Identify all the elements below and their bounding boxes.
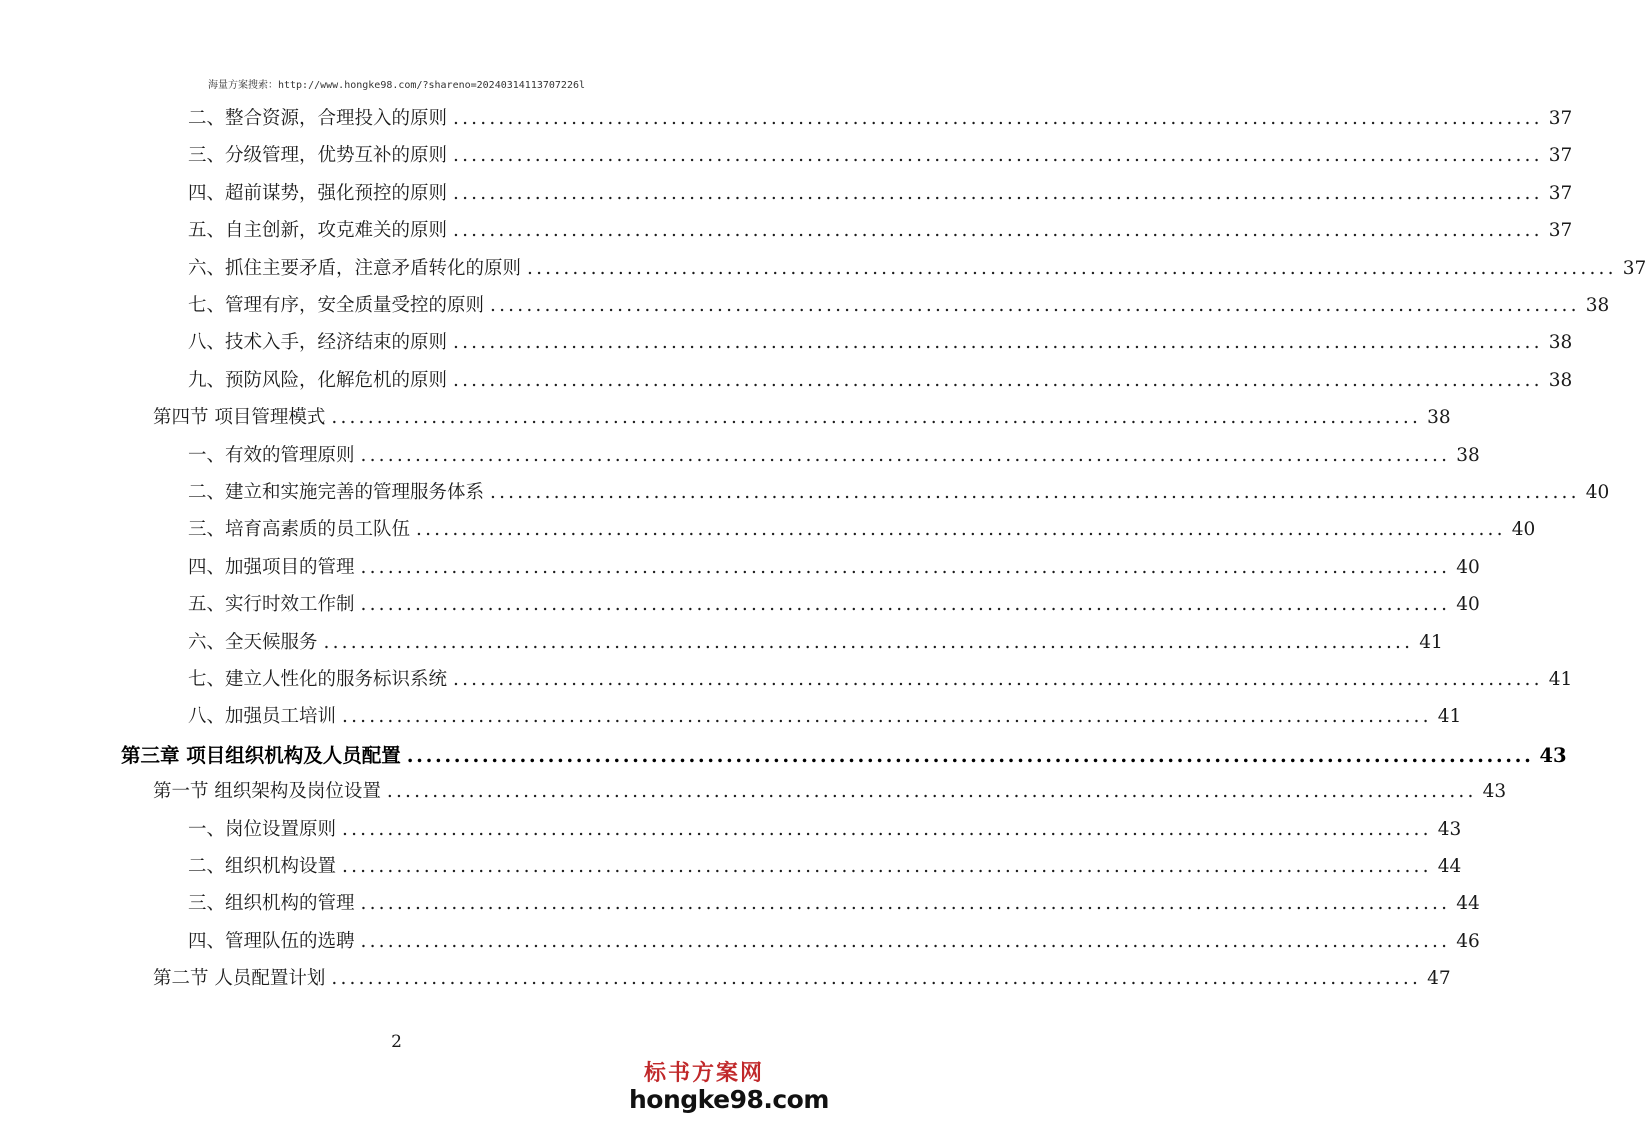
toc-page-number: 47 [1427,968,1451,990]
toc-page-number: 37 [1622,257,1646,279]
toc-entry-title: 一、有效的管理原则 [188,444,355,466]
toc-item-row[interactable] [188,291,1610,321]
toc-entry-title: 八、加强员工培训 [188,706,337,728]
toc-item-row[interactable] [188,254,1646,284]
toc-entry-title: 二、建立和实施完善的管理服务体系 [188,482,485,503]
toc-item-row[interactable] [188,927,1480,957]
toc-leader-dots: ........................................................................................................................ [453,669,1543,690]
toc-leader-dots: ........................................................................................................................ [342,856,1432,877]
toc-leader-dots: ........................................................................................................................ [453,145,1543,167]
toc-item-row[interactable] [188,815,1462,845]
toc-entry-title: 四、超前谋势，强化预控的原则 [188,182,448,204]
toc-leader-dots: ........................................................................................................................ [360,930,1451,952]
toc-item-row[interactable] [188,141,1573,171]
toc-leader-dots: ........................................................................................................................ [453,220,1543,242]
toc-entry-title: 四、加强项目的管理 [188,556,355,578]
watermark-cn-text: 标书方案网 [643,1060,764,1086]
toc-leader-dots: ........................................................................................................................ [490,482,1580,503]
toc-page-number: 38 [1548,369,1573,391]
toc-entry-title: 二、整合资源，合理投入的原则 [188,108,448,129]
toc-page-number: 41 [1437,706,1462,728]
toc-item-row[interactable] [188,702,1462,732]
toc-entry-title: 第二节 人员配置计划 [153,968,326,990]
toc-entry-title: 二、组织机构设置 [188,856,337,877]
toc-item-row[interactable] [188,553,1480,583]
toc-page-number: 40 [1585,482,1610,503]
toc-entry-title: 九、预防风险，化解危机的原则 [188,369,448,391]
toc-page-number: 38 [1456,444,1480,466]
toc-section-row[interactable] [153,777,1507,807]
toc-item-row[interactable] [188,104,1573,134]
toc-leader-dots: ........................................................................................................................ [323,631,1414,653]
toc-leader-dots: ........................................................................................................................ [360,556,1451,578]
toc-entry-title: 五、实行时效工作制 [188,594,355,616]
toc-section-row[interactable] [153,964,1451,994]
toc-leader-dots: ........................................................................................................................ [331,968,1422,990]
toc-item-row[interactable] [188,665,1573,695]
toc-item-row[interactable] [188,515,1536,545]
toc-leader-dots: ........................................................................................................................ [360,444,1451,466]
toc-entry-title: 六、抓住主要矛盾，注意矛盾转化的原则 [188,257,522,279]
toc-leader-dots: ........................................................................................................................ [416,519,1506,541]
toc-leader-dots: ........................................................................................................................ [453,108,1543,129]
toc-item-row[interactable] [188,179,1573,209]
toc-page-number: 46 [1456,930,1480,952]
toc-page-number: 38 [1548,332,1573,354]
toc-page-number: 38 [1427,407,1451,429]
toc-leader-dots: ........................................................................................................................ [453,182,1543,204]
toc-leader-dots: ........................................................................................................................ [360,893,1451,915]
toc-item-row[interactable] [188,216,1573,246]
toc-page-number: 37 [1548,108,1573,129]
toc-page-number: 38 [1585,295,1610,316]
toc-leader-dots: ........................................................................................................................ [453,369,1543,391]
toc-item-row[interactable] [188,590,1480,620]
toc-entry-title: 三、分级管理，优势互补的原则 [188,145,448,167]
toc-entry-title: 四、管理队伍的选聘 [188,930,355,952]
toc-entry-title: 第四节 项目管理模式 [153,407,326,429]
toc-page-number: 44 [1437,856,1462,877]
toc-item-row[interactable] [188,852,1462,882]
toc-leader-dots: ........................................................................................................................ [453,332,1543,354]
toc-page-number: 37 [1548,220,1573,242]
toc-item-row[interactable] [188,889,1480,919]
toc-page-number: 43 [1539,743,1567,767]
watermark-logo [629,1060,829,1114]
toc-entry-title: 六、全天候服务 [188,631,318,653]
toc-page-number: 40 [1456,556,1480,578]
toc-chapter-row[interactable] [121,740,1567,770]
toc-leader-dots: ........................................................................................................................ [342,818,1432,840]
toc-item-row[interactable] [188,478,1610,508]
toc-section-row[interactable] [153,403,1451,433]
toc-page-number: 41 [1548,669,1573,690]
toc-item-row[interactable] [188,366,1573,396]
page-number: 2 [391,1032,402,1052]
toc-leader-dots: ........................................................................................................................ [342,706,1432,728]
toc-page-number: 40 [1456,594,1480,616]
toc-entry-title: 三、培育高素质的员工队伍 [188,519,411,541]
toc-leader-dots: ........................................................................................................................ [527,257,1617,279]
toc-entry-title: 第三章 项目组织机构及人员配置 [121,743,401,767]
toc-leader-dots: ........................................................................................................................ [490,295,1580,316]
toc-page-number: 44 [1456,893,1480,915]
toc-page-number: 43 [1437,818,1462,840]
toc-page-number: 41 [1419,631,1443,653]
toc-page-number: 37 [1548,145,1573,167]
toc-leader-dots: ........................................................................................................................ [386,781,1477,803]
toc-entry-title: 七、管理有序，安全质量受控的原则 [188,295,485,316]
toc-entry-title: 三、组织机构的管理 [188,893,355,915]
toc-leader-dots: ........................................................................................................................ [406,743,1534,767]
toc-entry-title: 七、建立人性化的服务标识系统 [188,669,448,690]
header-note: 海量方案搜索：http://www.hongke98.com/?shareno=20240314113707226l [207,80,586,91]
toc-page-number: 37 [1548,182,1573,204]
toc-leader-dots: ........................................................................................................................ [331,407,1422,429]
toc-entry-title: 八、技术入手，经济结束的原则 [188,332,448,354]
toc-item-row[interactable] [188,441,1480,471]
toc-entry-title: 五、自主创新，攻克难关的原则 [188,220,448,242]
toc-leader-dots: ........................................................................................................................ [360,594,1451,616]
toc-item-row[interactable] [188,628,1443,658]
toc-page-number: 43 [1482,781,1507,803]
toc-entry-title: 第一节 组织架构及岗位设置 [153,781,381,803]
watermark-en-text: hongke98.com [629,1085,829,1114]
toc-page-number: 40 [1511,519,1536,541]
toc-entry-title: 一、岗位设置原则 [188,818,337,840]
toc-item-row[interactable] [188,328,1573,358]
